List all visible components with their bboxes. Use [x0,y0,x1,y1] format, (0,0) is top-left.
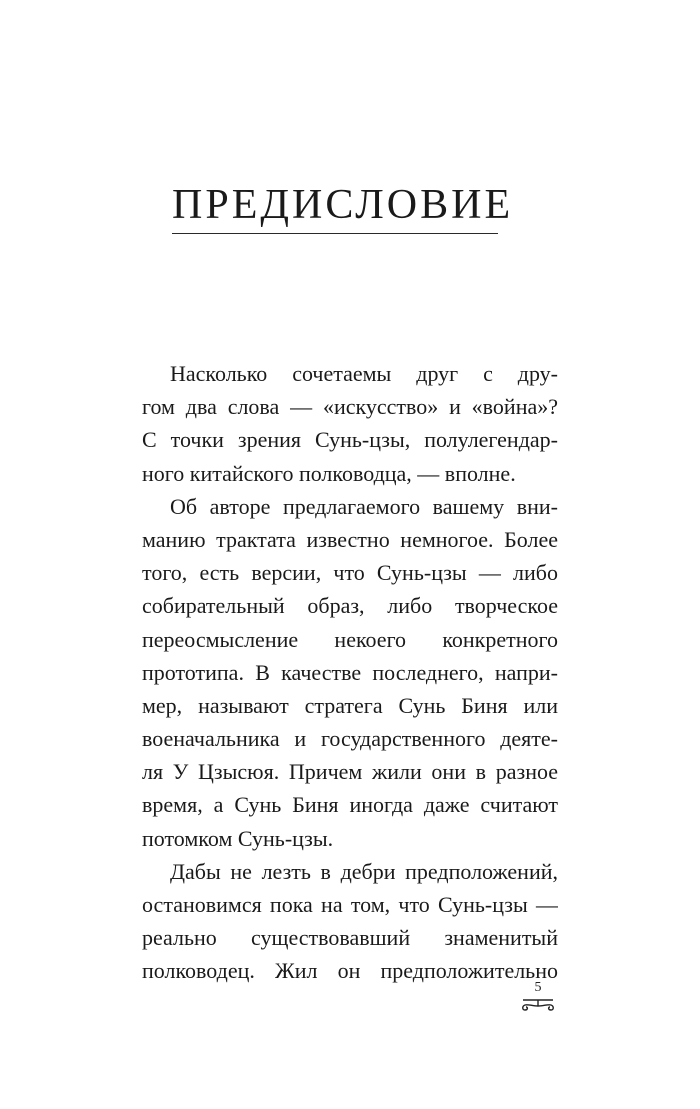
text-line: Дабы не лезть в дебри предположений, [170,858,558,884]
text-line: собирательный образ, либо творческое [142,593,558,619]
paragraph-1 [142,357,558,490]
text-line: Об авторе предлагаемого вашему вни- [170,493,558,519]
text-line: переосмысление некоего конкретного [142,626,558,652]
text-line: время, а Сунь Биня иногда даже считают [142,792,558,818]
paragraph-2 [142,490,558,855]
paragraph-3 [142,855,558,988]
page-number: 5 [534,980,542,995]
text-line: манию трактата известно немногое. Более [142,526,558,552]
text-line: гом два слова — «искусство» и «война»? [142,394,558,420]
text-line: реально существовавший знаменитый [142,925,558,951]
text-line: ля У Цзысюя. Причем жили они в разное [142,759,558,785]
chapter-title: ПРЕДИСЛОВИЕ [172,182,514,228]
body-text [142,357,558,988]
text-line: того, есть версии, что Сунь-цзы — либо [142,560,558,586]
text-line: С точки зрения Сунь-цзы, полулегендар- [142,427,558,453]
text-line: потомком Сунь-цзы. [142,825,334,851]
text-line: полководец. Жил он предположительно [142,958,558,984]
page-footer [518,980,558,1012]
title-underline [172,233,498,234]
text-line: Насколько сочетаемы друг с дру- [170,361,558,386]
scroll-ornament-icon [520,998,556,1012]
text-line: остановимся пока на том, что Сунь-цзы — [142,892,558,917]
text-line: мер, называют стратега Сунь Биня или [142,692,558,718]
text-line: прототипа. В качестве последнего, напри- [142,659,558,685]
text-line: ного китайского полководца, — вполне. [142,460,516,486]
text-line: военачальника и государственного деяте- [142,726,558,752]
